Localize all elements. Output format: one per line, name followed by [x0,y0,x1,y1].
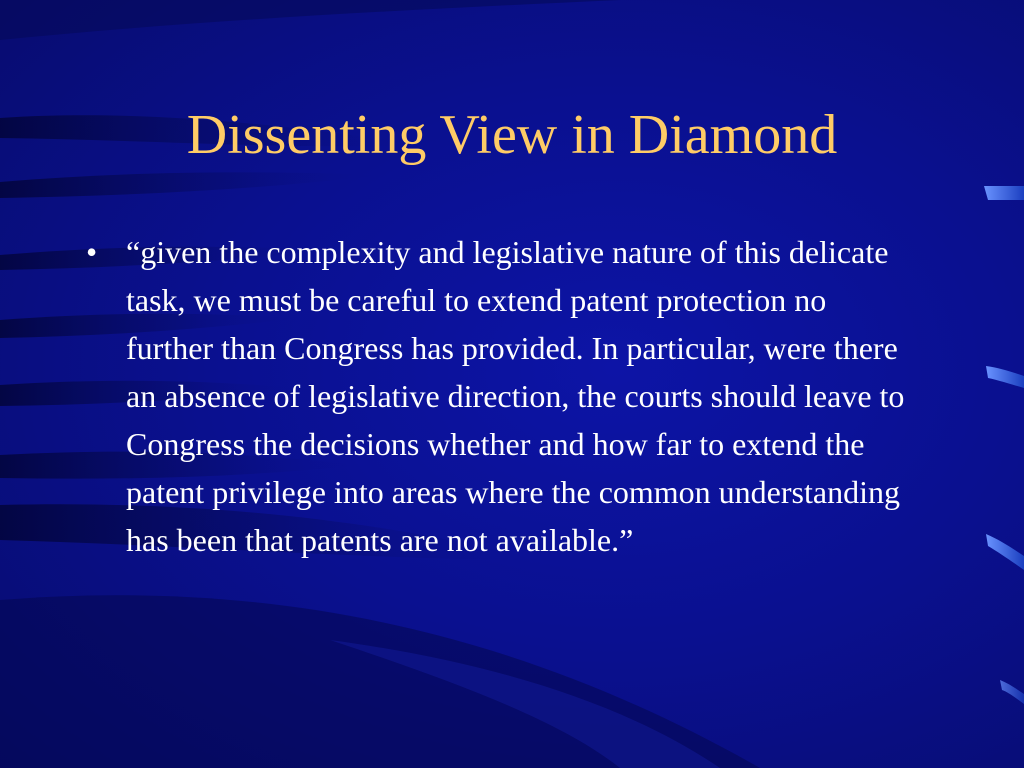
bullet-list [80,228,910,564]
bullet-text: “given the complexity and legislative nature of this delicate task, we must be careful to extend patent protection no further than Congress has provided. In particular, were there an absence of legislative direction, the courts should leave to Congress the decisions whether and how far to extend the patent privilege into areas where the common understanding has been that patents are not available.” [126,234,905,558]
slide-title: Dissenting View in Diamond [186,104,838,166]
bullet-marker: • [86,234,98,270]
bullet-item [80,228,910,564]
